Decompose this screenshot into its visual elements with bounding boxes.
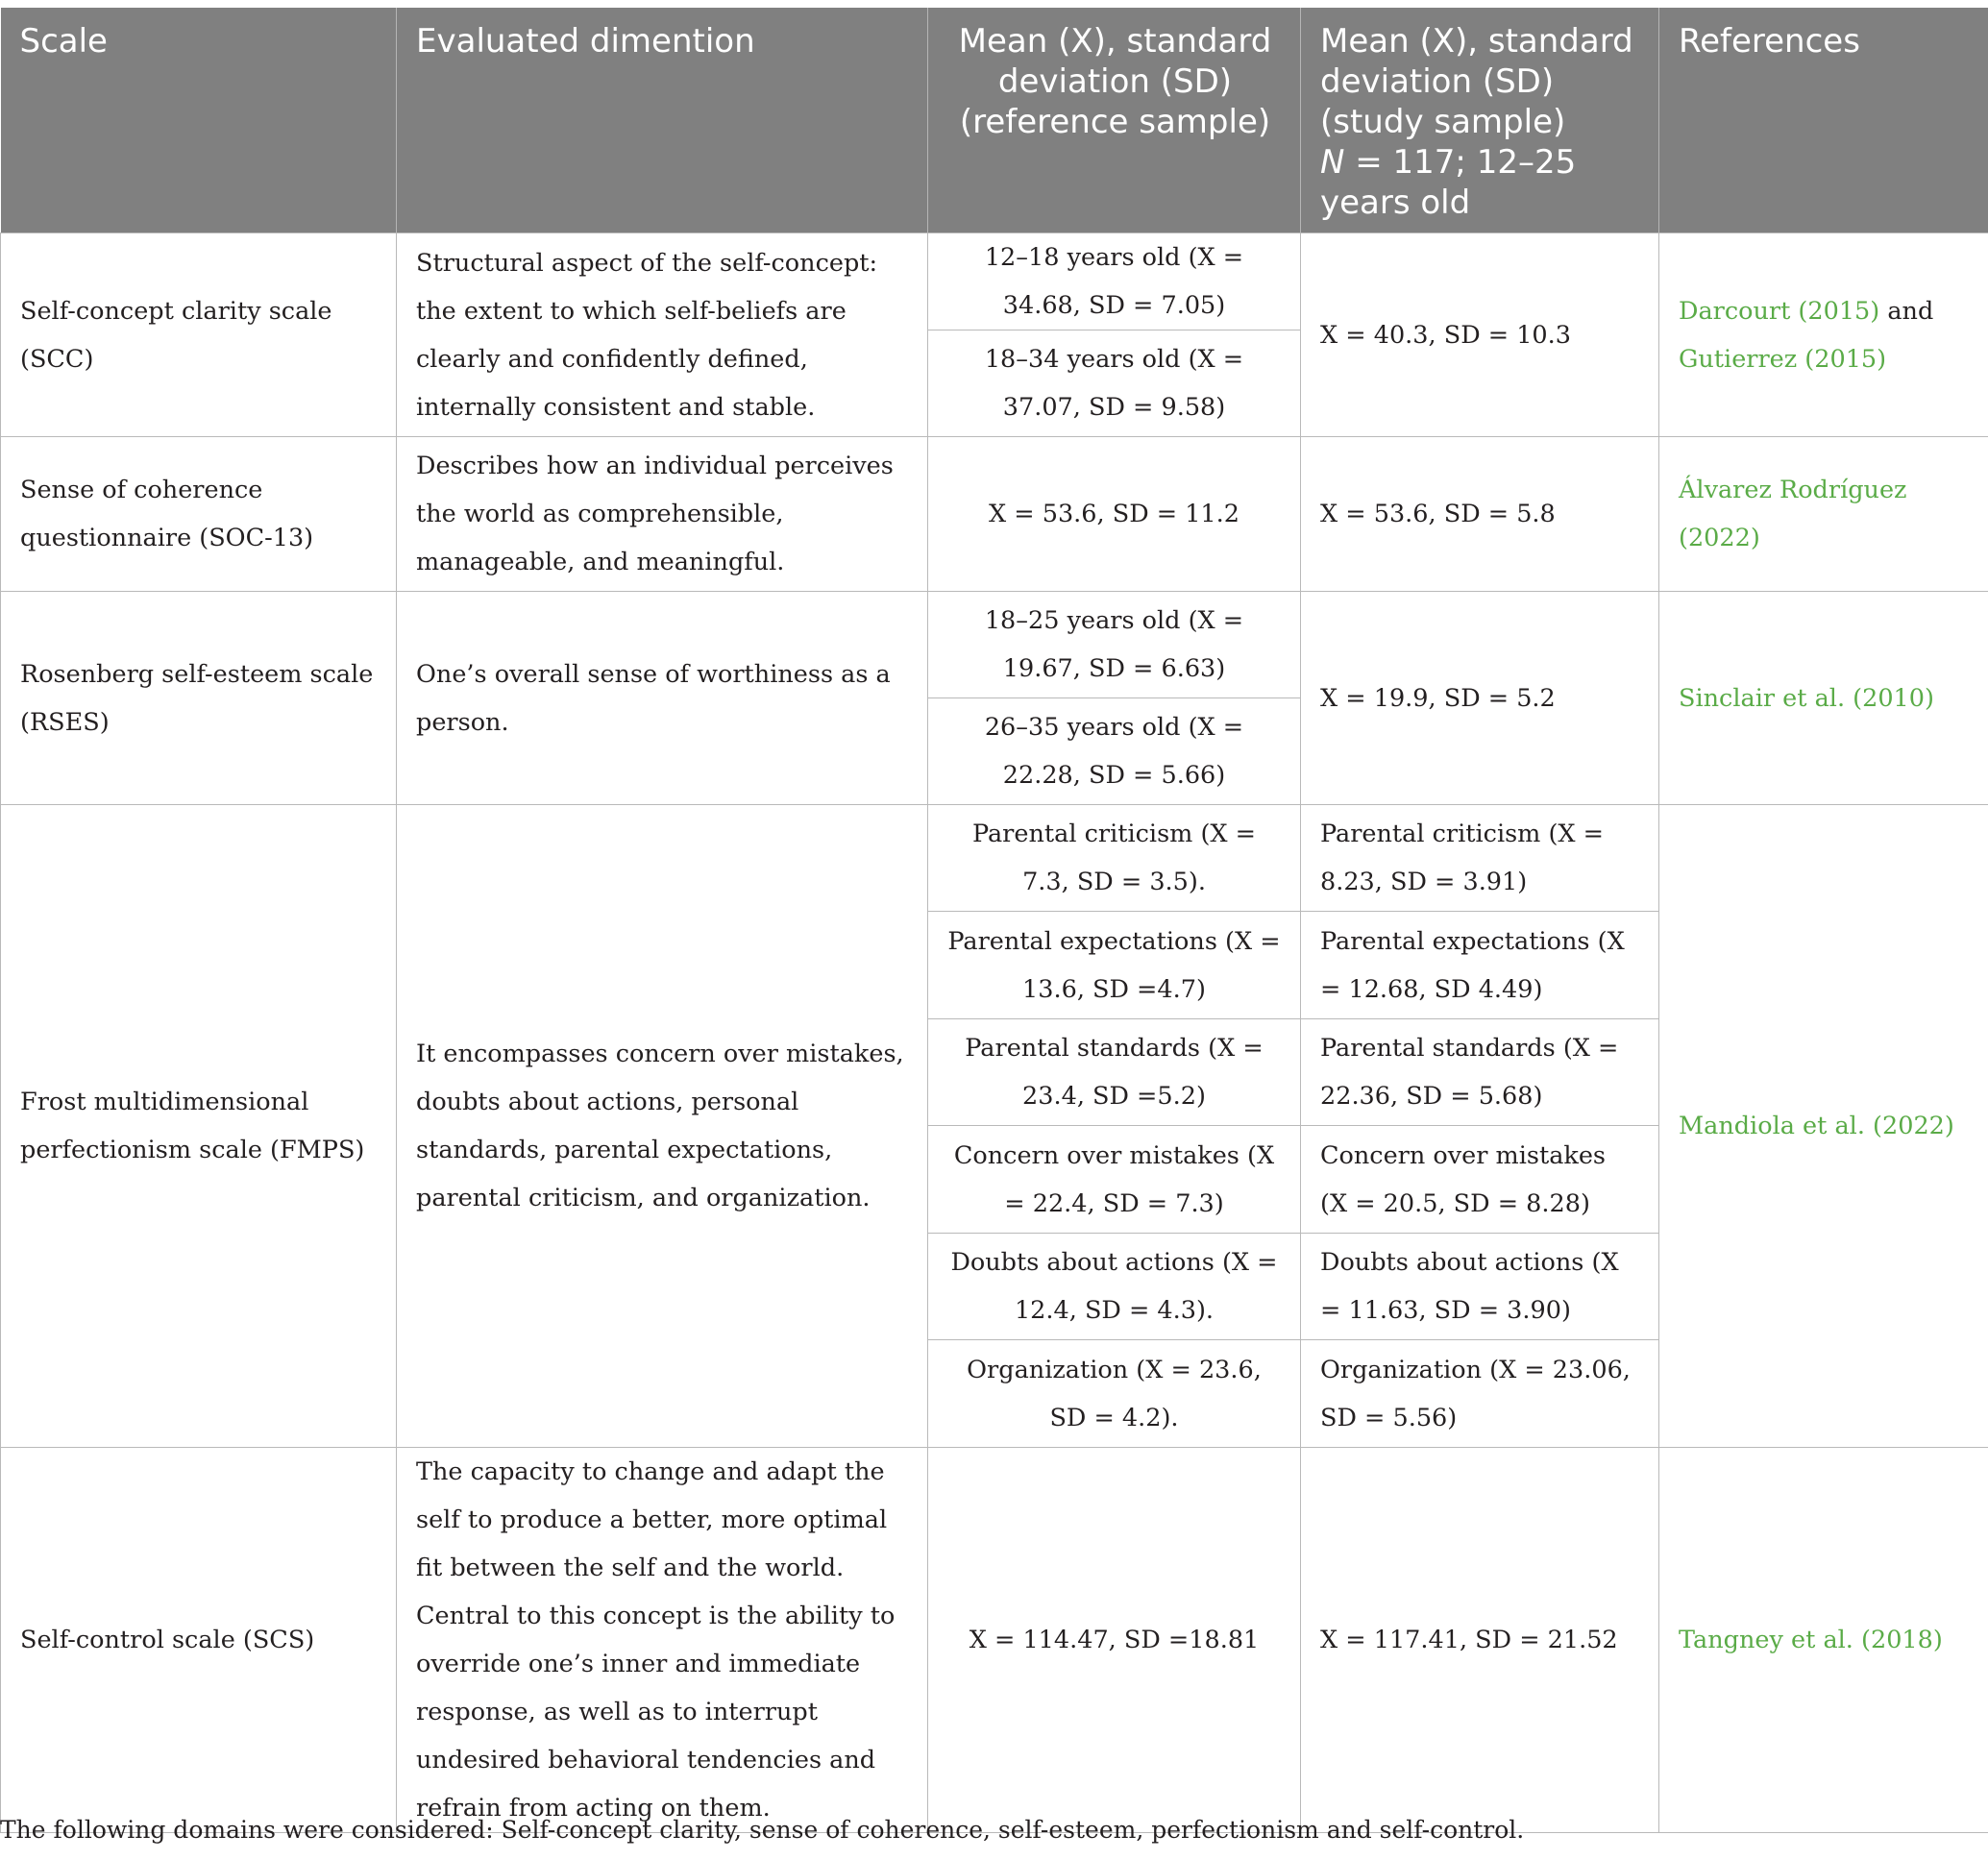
cell-reference-value: Parental expectations (X = 13.6, SD =4.7) [928,912,1301,1019]
cell-scale: Rosenberg self-esteem scale (RSES) [1,592,397,805]
header-references: References [1659,8,1988,233]
table-row [1,1448,1988,1833]
table-row [1,592,1988,698]
header-reference-sample: Mean (X), standard deviation (SD) (reference sample) [928,8,1301,233]
reference-link[interactable]: Darcourt (2015) [1679,296,1880,326]
table-header [1,8,1988,233]
header-study-sample-n: N [1320,143,1345,182]
reference-join: and [1879,296,1934,326]
cell-study-value: X = 53.6, SD = 5.8 [1301,437,1659,592]
cell-study-value: Parental standards (X = 22.36, SD = 5.68) [1301,1019,1659,1126]
cell-study-value: Parental expectations (X = 12.68, SD 4.49) [1301,912,1659,1019]
cell-dimension: Structural aspect of the self-concept: the extent to which self-beliefs are clearly and confidently defined, internally consistent and stable. [397,233,928,437]
cell-study-value: X = 117.41, SD = 21.52 [1301,1448,1659,1833]
cell-dimension: The capacity to change and adapt the self to produce a better, more optimal fit between the self and the world. Central to this concept is the ability to override one’s inner and immediate response, as well as to interrupt undesired behavioral tendencies and refrain from acting on them. [397,1448,928,1833]
cell-reference-value: 18–34 years old (X = 37.07, SD = 9.58) [928,330,1301,437]
cell-reference [1659,233,1988,437]
header-study-sample-n-text: = 117; 12–25 years old [1320,143,1577,222]
header-dimension: Evaluated dimention [397,8,928,233]
header-scale: Scale [1,8,397,233]
table-row [1,233,1988,330]
cell-reference-value: Organization (X = 23.6, SD = 4.2). [928,1340,1301,1448]
cell-scale: Self-control scale (SCS) [1,1448,397,1833]
cell-reference-value: Concern over mistakes (X = 22.4, SD = 7.3) [928,1126,1301,1234]
reference-link[interactable]: Mandiola et al. (2022) [1679,1112,1954,1140]
cell-dimension: Describes how an individual perceives the world as comprehensible, manageable, and meaningful. [397,437,928,592]
cell-study-value: Organization (X = 23.06, SD = 5.56) [1301,1340,1659,1448]
cell-reference [1659,437,1988,592]
cell-reference-value: Doubts about actions (X = 12.4, SD = 4.3). [928,1234,1301,1340]
cell-study-value: X = 40.3, SD = 10.3 [1301,233,1659,437]
reference-link[interactable]: Sinclair et al. (2010) [1679,683,1934,713]
cell-reference-value: Parental criticism (X = 7.3, SD = 3.5). [928,805,1301,912]
reference-link[interactable]: Tangney et al. (2018) [1679,1626,1943,1654]
cell-study-value: Doubts about actions (X = 11.63, SD = 3.90) [1301,1234,1659,1340]
table-footnote: The following domains were considered: Self-concept clarity, sense of coherence, self-esteem, perfectionism and self-control. [0,1816,1525,1844]
reference-link[interactable]: Álvarez Rodríguez (2022) [1679,476,1907,552]
cell-reference-value: 18–25 years old (X = 19.67, SD = 6.63) [928,592,1301,698]
header-study-sample-text: Mean (X), standard deviation (SD) (study sample) [1320,22,1633,141]
cell-study-value: X = 19.9, SD = 5.2 [1301,592,1659,805]
cell-scale: Self-concept clarity scale (SCC) [1,233,397,437]
cell-reference-value: X = 114.47, SD =18.81 [928,1448,1301,1833]
cell-reference [1659,805,1988,1448]
cell-dimension: One’s overall sense of worthiness as a person. [397,592,928,805]
scales-table [0,8,1988,1833]
table-row [1,805,1988,912]
cell-reference-value: Parental standards (X = 23.4, SD =5.2) [928,1019,1301,1126]
reference-link[interactable]: Gutierrez (2015) [1679,344,1887,374]
cell-dimension: It encompasses concern over mistakes, doubts about actions, personal standards, parental expectations, parental criticism, and organization. [397,805,928,1448]
table-row [1,437,1988,592]
header-study-sample [1301,8,1659,233]
cell-reference-value: 26–35 years old (X = 22.28, SD = 5.66) [928,698,1301,805]
cell-study-value: Parental criticism (X = 8.23, SD = 3.91) [1301,805,1659,912]
cell-reference [1659,592,1988,805]
cell-study-value: Concern over mistakes (X = 20.5, SD = 8.28) [1301,1126,1659,1234]
cell-scale: Sense of coherence questionnaire (SOC-13) [1,437,397,592]
cell-reference [1659,1448,1988,1833]
cell-reference-value: X = 53.6, SD = 11.2 [928,437,1301,592]
cell-scale: Frost multidimensional perfectionism scale (FMPS) [1,805,397,1448]
cell-reference-value: 12–18 years old (X = 34.68, SD = 7.05) [928,233,1301,330]
